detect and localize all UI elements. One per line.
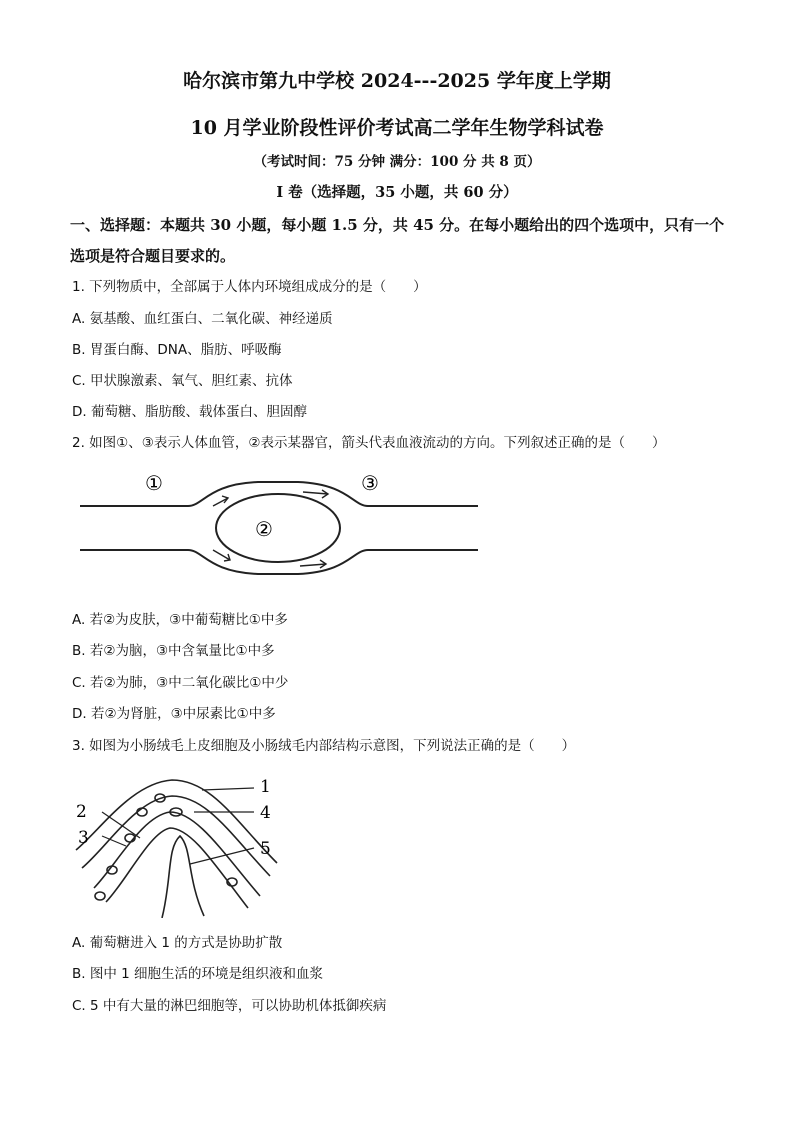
section-heading: 一、选择题：本题共 30 小题，每小题 1.5 分，共 45 分。在每小题给出的四个选项中，只有一个选项是符合题目要求的。: [70, 216, 725, 265]
question-1-stem: 1. 下列物质中，全部属于人体内环境组成成分的是（ ）: [72, 279, 427, 295]
exam-title-line1: 哈尔滨市第九中学校 2024---2025 学年度上学期: [183, 70, 611, 92]
label-2: ②: [255, 517, 273, 541]
question-2-option-c: C. 若②为肺，③中二氧化碳比①中少: [72, 675, 289, 691]
question-1-option-c: C. 甲状腺激素、氧气、胆红素、抗体: [72, 373, 293, 389]
question-2-option-a: A. 若②为皮肤，③中葡萄糖比①中多: [72, 612, 288, 628]
villus-label-4: 4: [260, 803, 271, 823]
exam-info: （考试时间：75 分钟 满分：100 分 共 8 页）: [253, 154, 541, 170]
question-3-option-c: C. 5 中有大量的淋巴细胞等，可以协助机体抵御疾病: [72, 998, 387, 1014]
question-2-option-d: D. 若②为肾脏，③中尿素比①中多: [72, 706, 276, 722]
question-3-option-b: B. 图中 1 细胞生活的环境是组织液和血浆: [72, 966, 324, 982]
exam-title-line2: 10 月学业阶段性评价考试高二学年生物学科试卷: [190, 117, 604, 139]
question-3-option-a: A. 葡萄糖进入 1 的方式是协助扩散: [72, 935, 283, 951]
question-1-option-a: A. 氨基酸、血红蛋白、二氧化碳、神经递质: [72, 311, 333, 327]
villus-label-1: 1: [260, 777, 271, 797]
blood-vessel-diagram: [78, 462, 480, 594]
volume-heading: I 卷（选择题，35 小题，共 60 分）: [276, 184, 518, 201]
intestinal-villus-diagram: [72, 768, 282, 918]
villus-label-5: 5: [260, 839, 271, 859]
question-1-option-d: D. 葡萄糖、脂肪酸、载体蛋白、胆固醇: [72, 404, 307, 420]
question-2-stem: 2. 如图①、③表示人体血管，②表示某器官，箭头代表血液流动的方向。下列叙述正确的是（ ）: [72, 435, 666, 451]
label-1: ①: [145, 471, 163, 495]
question-3-stem: 3. 如图为小肠绒毛上皮细胞及小肠绒毛内部结构示意图，下列说法正确的是（ ）: [72, 738, 576, 754]
villus-label-2: 2: [76, 802, 87, 822]
villus-label-3: 3: [78, 828, 89, 848]
question-2-option-b: B. 若②为脑，③中含氧量比①中多: [72, 643, 275, 659]
label-3: ③: [361, 471, 379, 495]
question-1-option-b: B. 胃蛋白酶、DNA、脂肪、呼吸酶: [72, 342, 282, 358]
